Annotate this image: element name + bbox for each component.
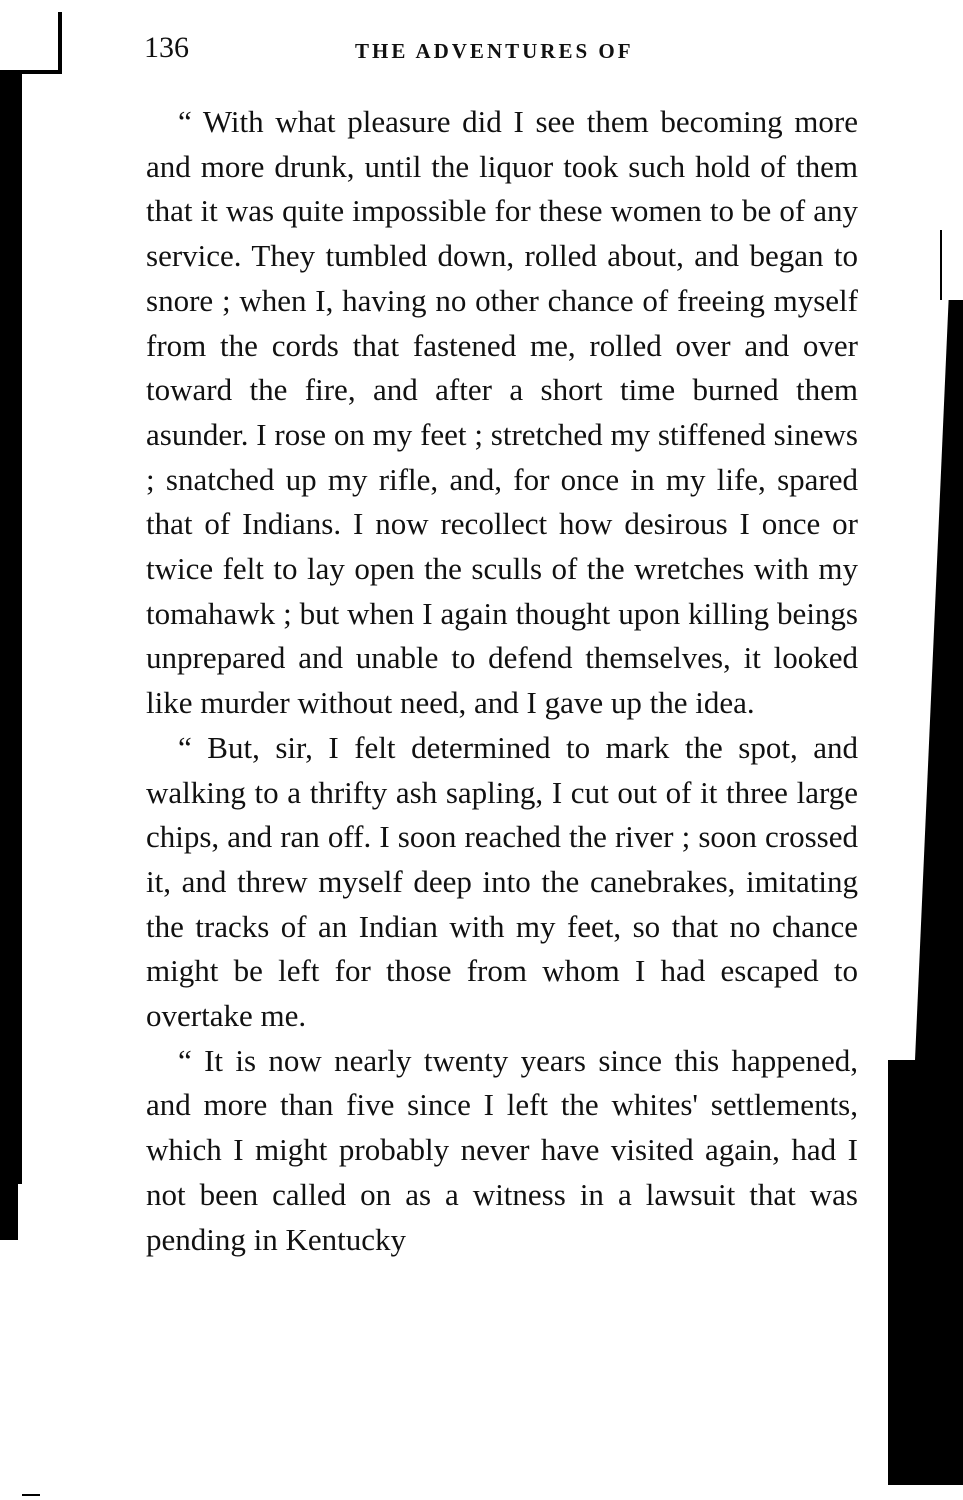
scan-edge-left-top [58, 12, 62, 74]
scan-edge-right-line [940, 230, 942, 300]
scan-edge-left-strip [18, 70, 58, 74]
paragraph: “ It is now nearly twenty years since this happened, and more than five since I left the whites' settlements, which I might probably never have visited again, had I not been called on as a witness in a lawsuit that was pending in Kentucky [146, 1042, 858, 1257]
running-head: THE ADVENTURES OF [355, 39, 634, 63]
scan-edge-right [888, 1060, 963, 1485]
page-body [146, 100, 858, 1262]
scan-edge-left-gutter [18, 74, 22, 1184]
paragraph: “ But, sir, I felt determined to mark the spot, and walking to a thrifty ash sapling, I cut out of it three large chips, and ran off. I soon reached the river ; soon crossed it, and threw myself deep into the canebrakes, imitating the tracks of an Indian with my feet, so that no chance might be left for those from whom I had escaped to overtake me. [146, 729, 858, 1034]
scan-edge-right-taper [915, 300, 963, 1060]
paragraph: “ With what pleasure did I see them becoming more and more drunk, until the liquor took such hold of them that it was quite impossible for these women to be of any service. They tumbled down, rolled about, and began to snore ; when I, having no other chance of freeing myself from the cords that fastened me, rolled over and over toward the fire, and after a short time burned them asunder. I rose on my feet ; stretched my stiffened sinews ; snatched up my rifle, and, for once in my life, spared that of Indians. I now recollect how desirous I once or twice felt to lay open the sculls of the wretches with my tomahawk ; but when I again thought upon killing beings unprepared and unable to defend themselves, it looked like murder without need, and I gave up the idea. [146, 104, 858, 721]
page-header [140, 28, 860, 72]
scan-edge-left [0, 70, 18, 1240]
page-number: 136 [144, 31, 189, 64]
scan-bottom-mark [22, 1494, 40, 1496]
